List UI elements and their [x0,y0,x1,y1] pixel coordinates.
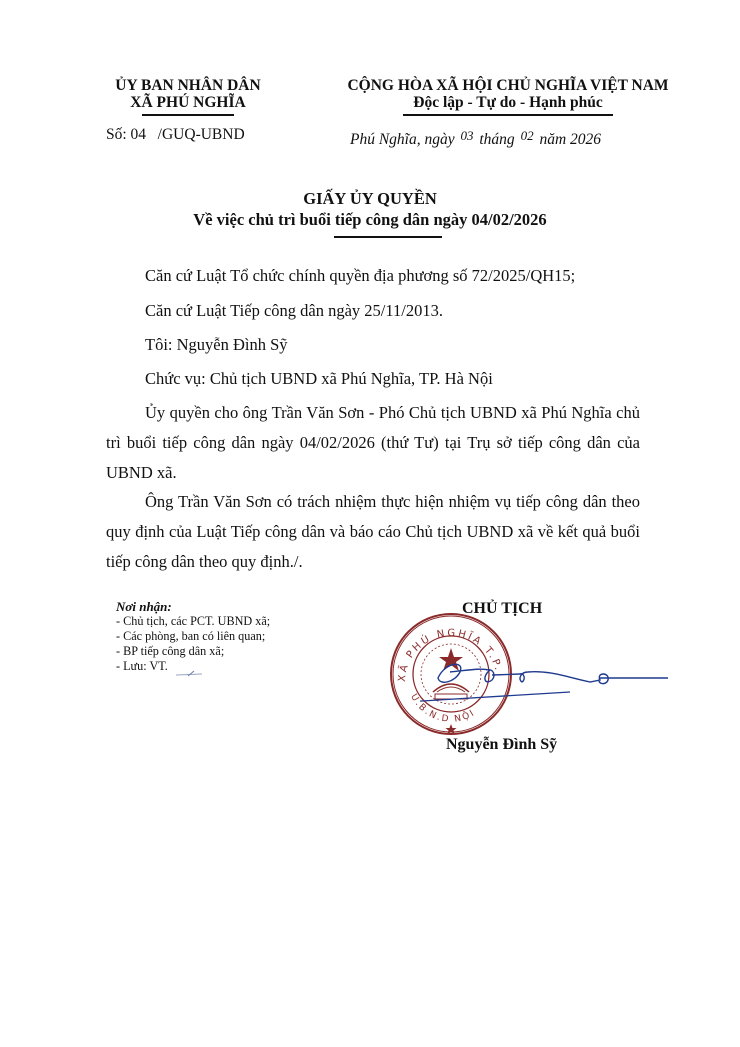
signer-name: Nguyễn Đình Sỹ [446,736,558,753]
date-month: 02 [520,128,534,143]
recipient-item: - Lưu: VT. [116,659,168,673]
title-main: GIẤY ỦY QUYỀN [303,189,437,208]
national-motto-line-1: CỘNG HÒA XÃ HỘI CHỦ NGHĨA VIỆT NAM [347,77,669,94]
date-place: Phú Nghĩa, ngày [350,131,455,148]
date-day: 03 [460,128,474,143]
recipient-item: - Chủ tịch, các PCT. UBND xã; [116,614,271,628]
legal-basis-1: Căn cứ Luật Tổ chức chính quyền địa phương số 72/2025/QH15; [145,266,576,285]
recipients-heading: Nơi nhận: [116,599,172,614]
handwritten-signature-icon [420,650,670,710]
grantor-line: Tôi: Nguyễn Đình Sỹ [145,335,288,354]
national-motto-line-2: Độc lập - Tự do - Hạnh phúc [413,94,603,111]
responsibility-paragraph: Ông Trần Văn Sơn có trách nhiệm thực hiện nhiệm vụ tiếp công dân theo quy định của Luật Tiếp công dân và báo cáo Chủ tịch UBND xã về kết quả buổi tiếp công dân theo quy định./. [106,492,640,571]
document-title [0,188,740,230]
date-year: năm 2026 [539,131,602,148]
agency-line-2: XÃ PHÚ NGHĨA [130,94,246,111]
recipients-block [116,599,270,674]
national-header [298,77,718,116]
legal-basis-2: Căn cứ Luật Tiếp công dân ngày 25/11/2013. [145,301,443,320]
title-underline [334,236,442,238]
svg-text:U.B.N.D NỘI: U.B.N.D NỘI [408,692,478,725]
position-line: Chức vụ: Chủ tịch UBND xã Phú Nghĩa, TP. Hà Nội [145,369,493,388]
document-number: Số: 04 /GUQ-UBND [106,126,245,143]
agency-underline [142,114,234,116]
authorization-paragraph: Ủy quyền cho ông Trần Văn Sơn - Phó Chủ tịch UBND xã Phú Nghĩa chủ trì buổi tiếp công dân ngày 04/02/2026 (thứ Tư) tại Trụ sở tiếp công dân của UBND xã. [106,403,640,482]
recipient-item: - Các phòng, ban có liên quan; [116,629,266,643]
initial-mark-icon [174,668,206,678]
date-line [350,128,601,149]
title-subject: Về việc chủ trì buổi tiếp công dân ngày 04/02/2026 [193,210,547,229]
signer-title: CHỦ TỊCH [462,600,543,617]
recipient-item: - BP tiếp công dân xã; [116,644,225,658]
national-underline [403,114,613,116]
agency-header [88,77,288,116]
svg-text:XÃ PHÚ NGHĨA T.P.: XÃ PHÚ NGHĨA T.P. [396,627,504,683]
agency-line-1: ỦY BAN NHÂN DÂN [115,77,261,94]
date-month-label: tháng [479,131,515,148]
